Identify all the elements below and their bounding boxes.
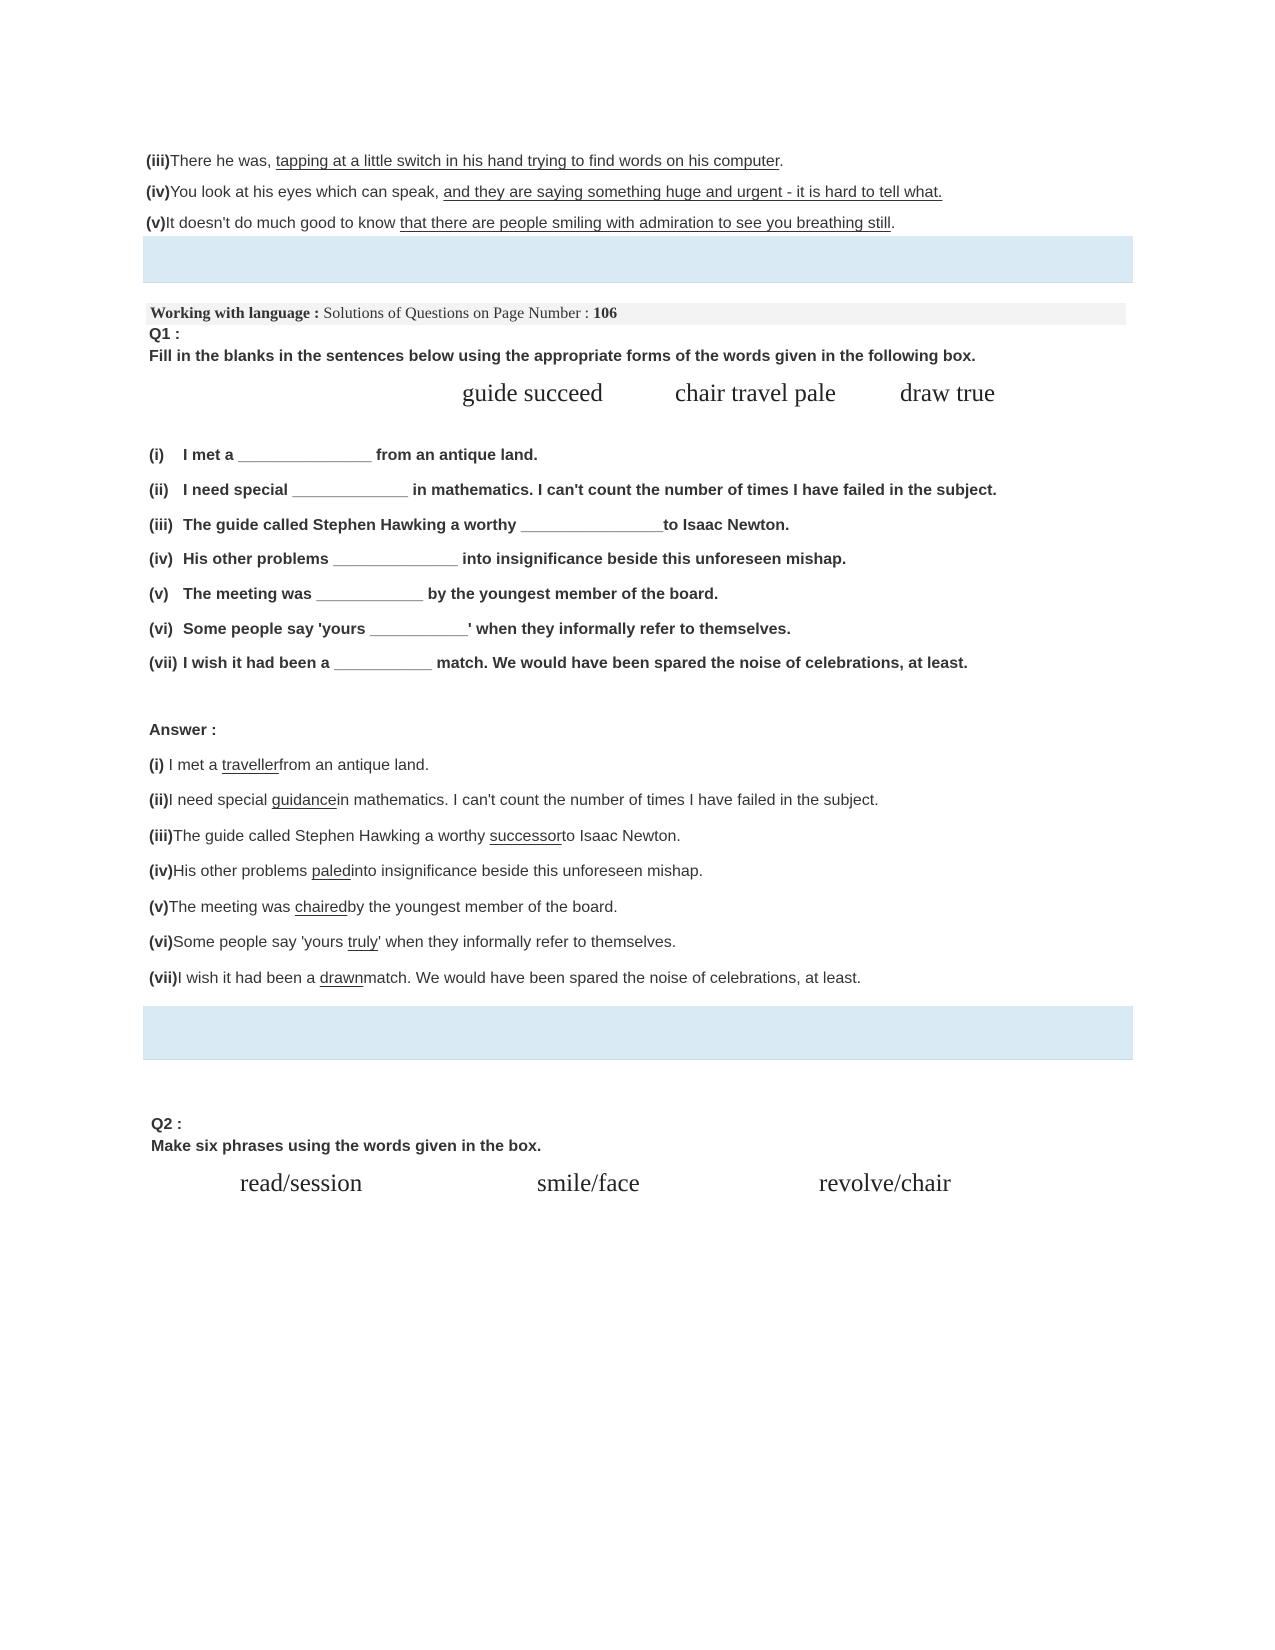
question-label: (vi) — [149, 621, 173, 638]
answer-label: (iv) — [149, 863, 173, 880]
answer-text: The meeting was — [168, 899, 295, 916]
prev-answer-iii — [146, 153, 784, 171]
answer-word: traveller — [221, 757, 279, 774]
blank-question — [149, 655, 968, 673]
answer-text: There he was, — [170, 153, 276, 170]
answer-line — [149, 828, 681, 846]
answer-line — [149, 863, 703, 881]
blank-question — [149, 517, 789, 535]
word-box-item: draw true — [900, 380, 996, 407]
answer-word: truly — [347, 934, 378, 951]
question-instruction: Fill in the blanks in the sentences below using the appropriate forms of the words given in the following box. — [149, 348, 976, 365]
answer-label: (iii) — [149, 828, 173, 845]
answer-text: I met a — [164, 757, 222, 774]
answer-word: drawn — [319, 970, 364, 987]
answer-text: You look at his eyes which can speak, — [170, 184, 444, 201]
answer-text: into insignificance beside this unforeseen mishap. — [350, 863, 704, 880]
answer-text: I wish it had been a — [177, 970, 320, 987]
answer-text: to Isaac Newton. — [561, 828, 681, 845]
question-text: I met a _______________ from an antique land. — [183, 447, 538, 464]
answer-text: It doesn't do much good to know — [165, 215, 400, 232]
answer-text: . — [779, 153, 784, 170]
prev-answer-v — [146, 215, 895, 233]
question-label: (i) — [149, 447, 165, 464]
answer-text: in mathematics. I can't count the number of times I have failed in the subject. — [336, 792, 879, 809]
answer-text: ' when they informally refer to themselves. — [377, 934, 677, 951]
underlined-phrase: that there are people smiling with admiration to see you breathing still — [399, 215, 891, 232]
answer-word: chaired — [294, 899, 348, 916]
question-text: His other problems ______________ into insignificance beside this unforeseen mishap. — [183, 551, 847, 568]
section-header — [146, 303, 1126, 325]
section-header-title: Working with language : — [150, 305, 320, 322]
answer-text: match. We would have been spared the noise of celebrations, at least. — [363, 970, 862, 987]
word-box-item: chair travel pale — [675, 380, 837, 407]
answer-label: (iii) — [146, 153, 170, 170]
blank-question — [149, 447, 538, 465]
page-number: 106 — [593, 305, 618, 322]
word-box-item: revolve/chair — [819, 1170, 951, 1197]
answer-label: (ii) — [149, 792, 169, 809]
answer-text: I need special — [168, 792, 272, 809]
answer-word: paled — [311, 863, 351, 880]
prev-answer-iv — [146, 184, 942, 202]
answer-word: guidance — [271, 792, 337, 809]
word-box-item: smile/face — [537, 1170, 640, 1197]
question-instruction: Make six phrases using the words given in the box. — [151, 1138, 542, 1155]
answer-text: from an antique land. — [278, 757, 430, 774]
underlined-phrase: and they are saying something huge and urgent - it is hard to tell what. — [443, 184, 943, 201]
question-text: I need special _____________ in mathematics. I can't count the number of times I have failed in the subject. — [183, 482, 997, 499]
separator-band — [143, 1006, 1133, 1060]
question-label: (v) — [149, 586, 169, 603]
answer-label: (i) — [149, 757, 165, 774]
answer-line — [149, 934, 676, 952]
answer-label: (v) — [149, 899, 169, 916]
question-number: Q1 : — [149, 326, 181, 343]
question-label: (iv) — [149, 551, 173, 568]
answer-text: by the youngest member of the board. — [347, 899, 618, 916]
answer-text: . — [890, 215, 896, 232]
question-text: The meeting was ____________ by the youngest member of the board. — [183, 586, 719, 603]
question-text: I wish it had been a ___________ match. We would have been spared the noise of celebrations, at least. — [183, 655, 968, 672]
answer-heading: Answer : — [149, 722, 217, 739]
question-label: (ii) — [149, 482, 169, 499]
answer-line — [149, 792, 879, 810]
answer-label: (vii) — [149, 970, 178, 987]
answer-text: Some people say 'yours — [173, 934, 348, 951]
word-box-item: guide succeed — [462, 380, 603, 407]
answer-text: The guide called Stephen Hawking a worthy — [173, 828, 490, 845]
answer-line — [149, 757, 429, 775]
section-header-text: Solutions of Questions on Page Number : — [319, 305, 594, 322]
question-number: Q2 : — [151, 1116, 183, 1133]
blank-question — [149, 482, 997, 500]
answer-text: His other problems — [173, 863, 312, 880]
blank-question — [149, 551, 846, 569]
blank-question — [149, 621, 791, 639]
answer-label: (iv) — [146, 184, 170, 201]
underlined-phrase: tapping at a little switch in his hand trying to find words on his computer — [275, 153, 780, 170]
question-label: (vii) — [149, 655, 178, 672]
answer-label: (vi) — [149, 934, 173, 951]
answer-label: (v) — [146, 215, 166, 232]
word-box-item: read/session — [240, 1170, 363, 1197]
answer-word: successor — [489, 828, 562, 845]
separator-band — [143, 236, 1133, 283]
question-label: (iii) — [149, 517, 173, 534]
answer-line — [149, 970, 861, 988]
blank-question — [149, 586, 718, 604]
question-text: The guide called Stephen Hawking a worthy ________________to Isaac Newton. — [183, 517, 790, 534]
answer-line — [149, 899, 618, 917]
question-text: Some people say 'yours ___________' when they informally refer to themselves. — [183, 621, 791, 638]
